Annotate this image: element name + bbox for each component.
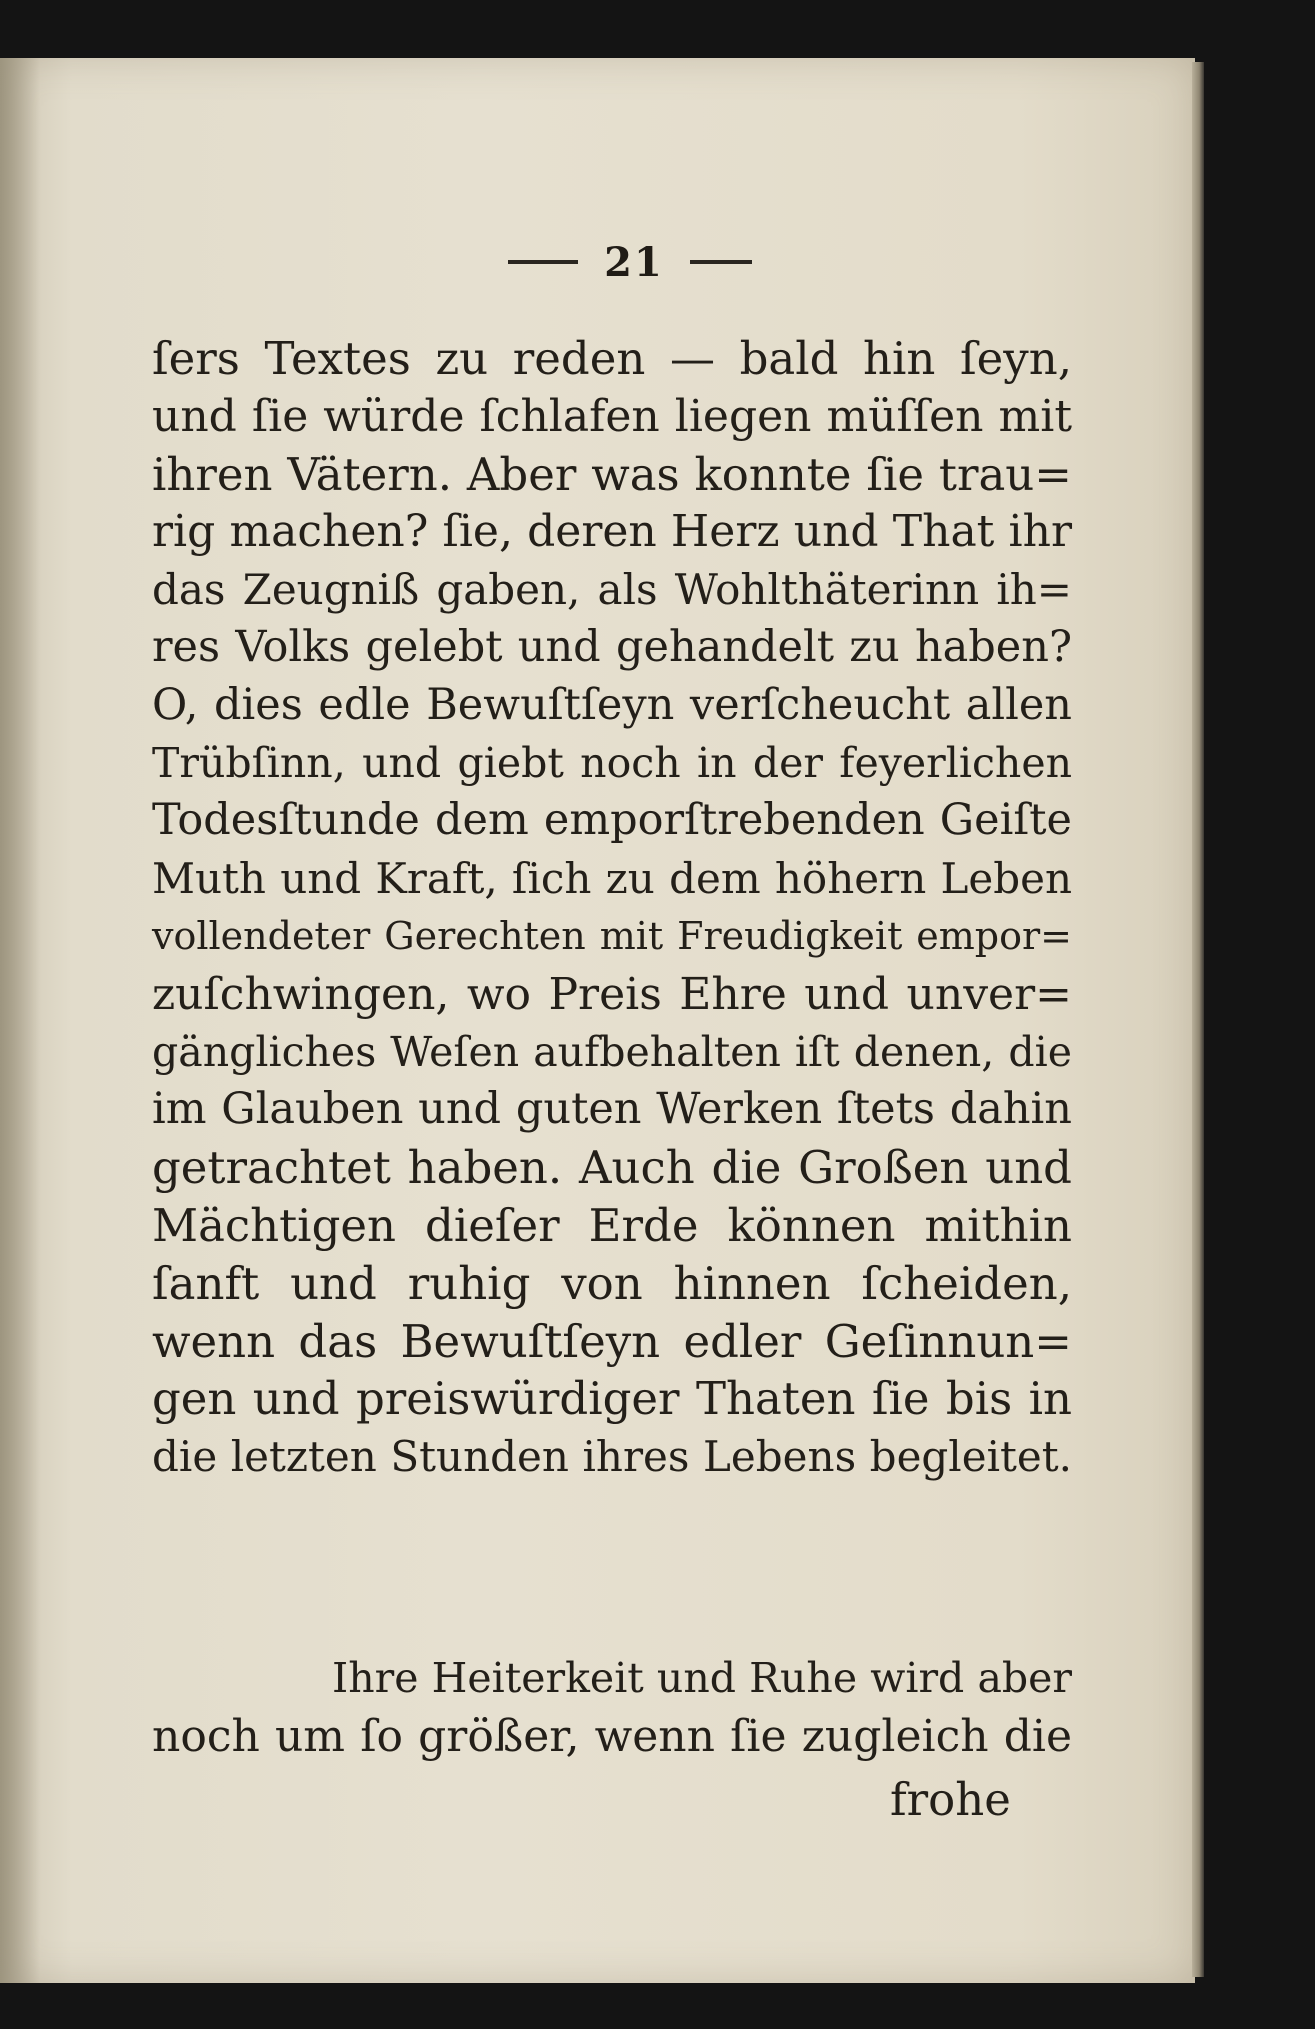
text-line: getrachtet haben. Auch die Großen und [152, 1141, 1072, 1195]
header-rule-left [508, 260, 578, 264]
header-rule-right [690, 260, 752, 264]
page-gutter [0, 58, 40, 1983]
catchword: frohe [890, 1773, 1011, 1826]
text-line: wenn das Bewuſtſeyn edler Geſinnun= [152, 1314, 1072, 1368]
paragraph-2 [152, 1650, 1072, 1766]
text-line: Mächtigen dieſer Erde können mithin [152, 1198, 1072, 1252]
text-line: res Volks gelebt und gehandelt zu haben? [152, 621, 1072, 672]
text-line: ihren Vätern. Aber was konnte ſie trau= [152, 447, 1072, 501]
page-number: 21 [604, 238, 664, 286]
text-line: das Zeugniß gaben, als Wohlthäterinn ih= [152, 565, 1072, 615]
text-line: im Glauben und guten Werken ſtets dahin [152, 1084, 1072, 1135]
text-line: Muth und Kraft, ſich zu dem höhern Leben [152, 854, 1072, 904]
text-line: rig machen? ſie, deren Herz und That ihr [152, 506, 1072, 558]
text-line: gen und preiswürdiger Thaten ſie bis in [152, 1372, 1072, 1426]
text-line: und ſie würde ſchlafen liegen müſſen mit [152, 390, 1072, 442]
text-line: Ihre Heiterkeit und Ruhe wird aber [332, 1654, 1072, 1702]
text-line: gängliches Weſen aufbehalten iſt denen, die [152, 1027, 1072, 1076]
text-line: Trübſinn, und giebt noch in der feyerlichen [152, 738, 1072, 787]
page-edge [1192, 62, 1204, 1977]
text-line: Todesſtunde dem emporſtrebenden Geiſte [152, 795, 1072, 846]
text-line: zuſchwingen, wo Preis Ehre und unver= [152, 968, 1072, 1020]
text-line: noch um ſo größer, wenn ſie zugleich die [152, 1710, 1072, 1762]
paragraph-1 [152, 330, 1072, 1486]
text-line: ſanft und ruhig von hinnen ſcheiden, [152, 1256, 1072, 1310]
text-line: die letzten Stunden ihres Lebens begleitet. [152, 1432, 1072, 1482]
text-line: ſers Textes zu reden — bald hin ſeyn, [152, 332, 1072, 385]
page-header [430, 232, 830, 292]
text-line: vollendeter Gerechten mit Freudigkeit empor= [152, 913, 1072, 958]
text-line: O, dies edle Bewuſtſeyn verſcheucht allen [152, 679, 1072, 730]
